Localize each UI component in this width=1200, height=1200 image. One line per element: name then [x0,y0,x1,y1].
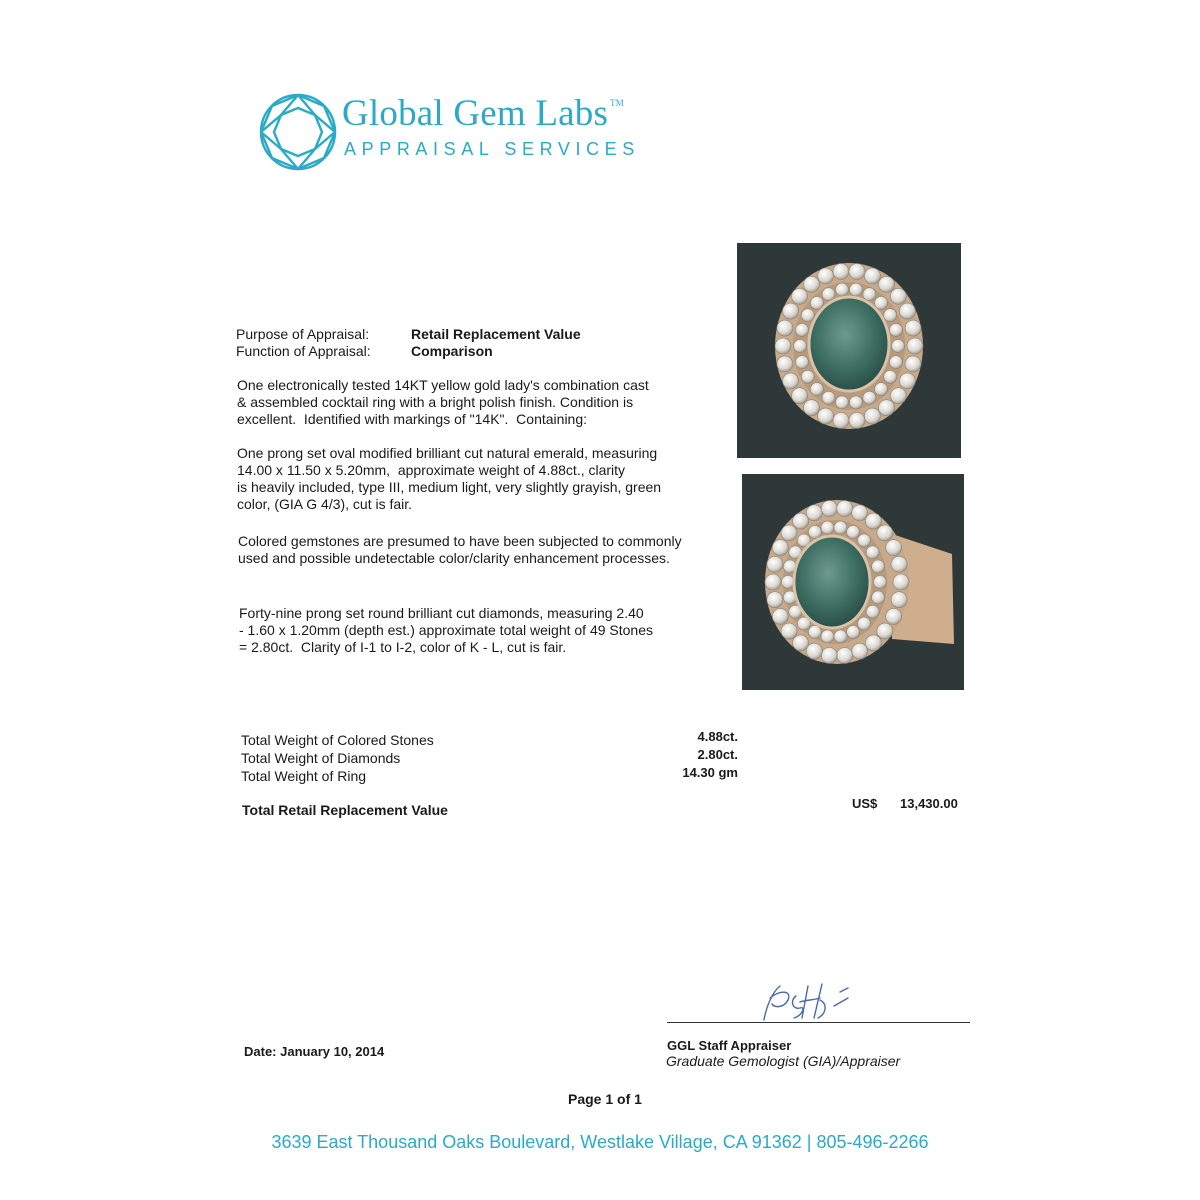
halo-diamond [891,556,907,572]
halo-diamond [810,296,823,309]
halo-diamond [874,576,887,589]
halo-diamond [875,383,888,396]
halo-diamond [796,356,809,369]
halo-diamond [890,323,903,336]
halo-diamond [899,303,915,319]
halo-diamond [886,540,902,556]
halo-diamond [804,276,820,292]
halo-diamond [821,648,837,664]
halo-diamond [865,513,881,529]
function-row [236,343,493,360]
halo-diamond [806,643,822,659]
halo-diamond [837,501,853,517]
halo-diamond [821,630,834,643]
halo-diamond [890,388,906,404]
halo-diamond [852,643,868,659]
halo-diamond [765,574,781,590]
diamonds-description: Forty-nine prong set round brilliant cut diamonds, measuring 2.40 - 1.60 x 1.20mm (depth est.) approximate total weight of 49 Stones = 2.80ct. Clarity of I-1 to I-2, color of K - L, cut is fair. [239,605,653,655]
halo-diamond [796,323,809,336]
total-ring-label: Total Weight of Ring [241,768,367,784]
purpose-row [236,326,581,343]
total-colored-label: Total Weight of Colored Stones [241,732,434,748]
total-colored-value: 4.88ct. [697,729,738,744]
signer-name: GGL Staff Appraiser [667,1038,792,1053]
halo-diamond [884,309,897,322]
halo-diamond [775,338,791,354]
treatment-disclosure: Colored gemstones are presumed to have been subjected to commonly used and possible undetectable color/clarity enhancement processes. [238,533,682,566]
halo-diamond [806,505,822,521]
halo-diamond [777,320,793,336]
halo-diamond [892,340,905,353]
halo-diamond [821,501,837,517]
halo-diamond [833,264,849,280]
halo-diamond [863,391,876,404]
halo-diamond [850,283,863,296]
halo-diamond [890,288,906,304]
halo-diamond [905,320,921,336]
halo-diamond [793,635,809,651]
total-diamonds-value: 2.80ct. [697,747,738,762]
halo-diamond [783,303,799,319]
halo-diamond [890,356,903,369]
halo-diamond [866,605,879,618]
halo-diamond [801,309,814,322]
gem-outline-icon [258,92,338,172]
halo-diamond [858,617,871,630]
halo-diamond [879,400,895,416]
halo-diamond [772,608,788,624]
halo-diamond [877,623,893,639]
ring-description: One electronically tested 14KT yellow gold lady's combination cast & assembled cocktail ring with a bright polish finish. Condition is excellent. Identified with markings of "14K". Containing: [237,377,649,427]
ring-front-illustration [737,243,961,458]
halo-diamond [818,268,834,284]
signer-title: Graduate Gemologist (GIA)/Appraiser [666,1053,901,1069]
halo-diamond [907,338,923,354]
total-diamonds-label: Total Weight of Diamonds [241,750,401,766]
ring-side-illustration [742,474,964,690]
total-retail-label: Total Retail Replacement Value [242,802,448,818]
function-label: Function of Appraisal: [236,343,371,359]
halo-diamond [781,525,797,541]
halo-diamond [772,540,788,556]
halo-diamond [893,574,909,590]
halo-diamond [849,264,865,280]
halo-diamond [872,591,885,604]
halo-diamond [792,388,808,404]
halo-diamond [767,592,783,608]
halo-diamond [899,373,915,389]
halo-diamond [794,340,807,353]
purpose-label: Purpose of Appraisal: [236,326,370,342]
halo-diamond [836,283,849,296]
logo-subtitle: APPRAISAL SERVICES [344,139,640,159]
total-ring-value: 14.30 gm [682,765,738,780]
halo-diamond [777,356,793,372]
halo-diamond [891,592,907,608]
halo-diamond [804,400,820,416]
halo-diamond [822,288,835,301]
footer-address: 3639 East Thousand Oaks Boulevard, Westlake Village, CA 91362 | 805-496-2266 [271,1132,929,1152]
appraisal-date: Date: January 10, 2014 [244,1044,385,1059]
halo-diamond [808,526,821,539]
halo-diamond [875,296,888,309]
halo-diamond [793,513,809,529]
halo-diamond [858,534,871,547]
function-value: Comparison [411,343,493,359]
total-retail-value: 13,430.00 [900,796,958,811]
signature-line [667,1022,970,1023]
halo-diamond [818,408,834,424]
halo-diamond [865,635,881,651]
halo-diamond [810,383,823,396]
halo-diamond [863,288,876,301]
halo-diamond [872,560,885,573]
halo-diamond [850,396,863,409]
halo-diamond [877,525,893,541]
purpose-value: Retail Replacement Value [411,326,581,342]
halo-diamond [879,276,895,292]
halo-diamond [836,396,849,409]
currency-label: US$ [852,796,878,811]
halo-diamond [852,505,868,521]
logo-title: Global Gem Labs ™ [342,93,624,134]
halo-diamond [884,370,897,383]
halo-diamond [849,413,865,429]
halo-diamond [833,413,849,429]
halo-diamond [866,546,879,559]
page-number: Page 1 of 1 [568,1091,642,1107]
halo-diamond [821,521,834,534]
halo-diamond [822,391,835,404]
halo-diamond [783,373,799,389]
emerald-halo-ring-side-photo [742,474,964,690]
halo-diamond [834,630,847,643]
halo-diamond [864,268,880,284]
handwritten-signature [736,978,876,1028]
halo-diamond [767,556,783,572]
emerald-halo-ring-front-photo [737,243,961,458]
halo-diamond [834,521,847,534]
halo-diamond [837,648,853,664]
halo-diamond [801,370,814,383]
halo-diamond [886,608,902,624]
halo-diamond [864,408,880,424]
halo-diamond [847,526,860,539]
trademark-mark: TM [610,98,624,108]
halo-diamond [781,623,797,639]
halo-diamond [905,356,921,372]
emerald-description: One prong set oval modified brilliant cut natural emerald, measuring 14.00 x 11.50 x 5.20mm, approximate weight of 4.88ct., clarity is heavily included, type III, medium light, very slightly grayish, green color, (GIA G 4/3), cut is fair. [237,445,662,512]
halo-diamond [792,288,808,304]
halo-diamond [847,626,860,639]
halo-diamond [808,626,821,639]
